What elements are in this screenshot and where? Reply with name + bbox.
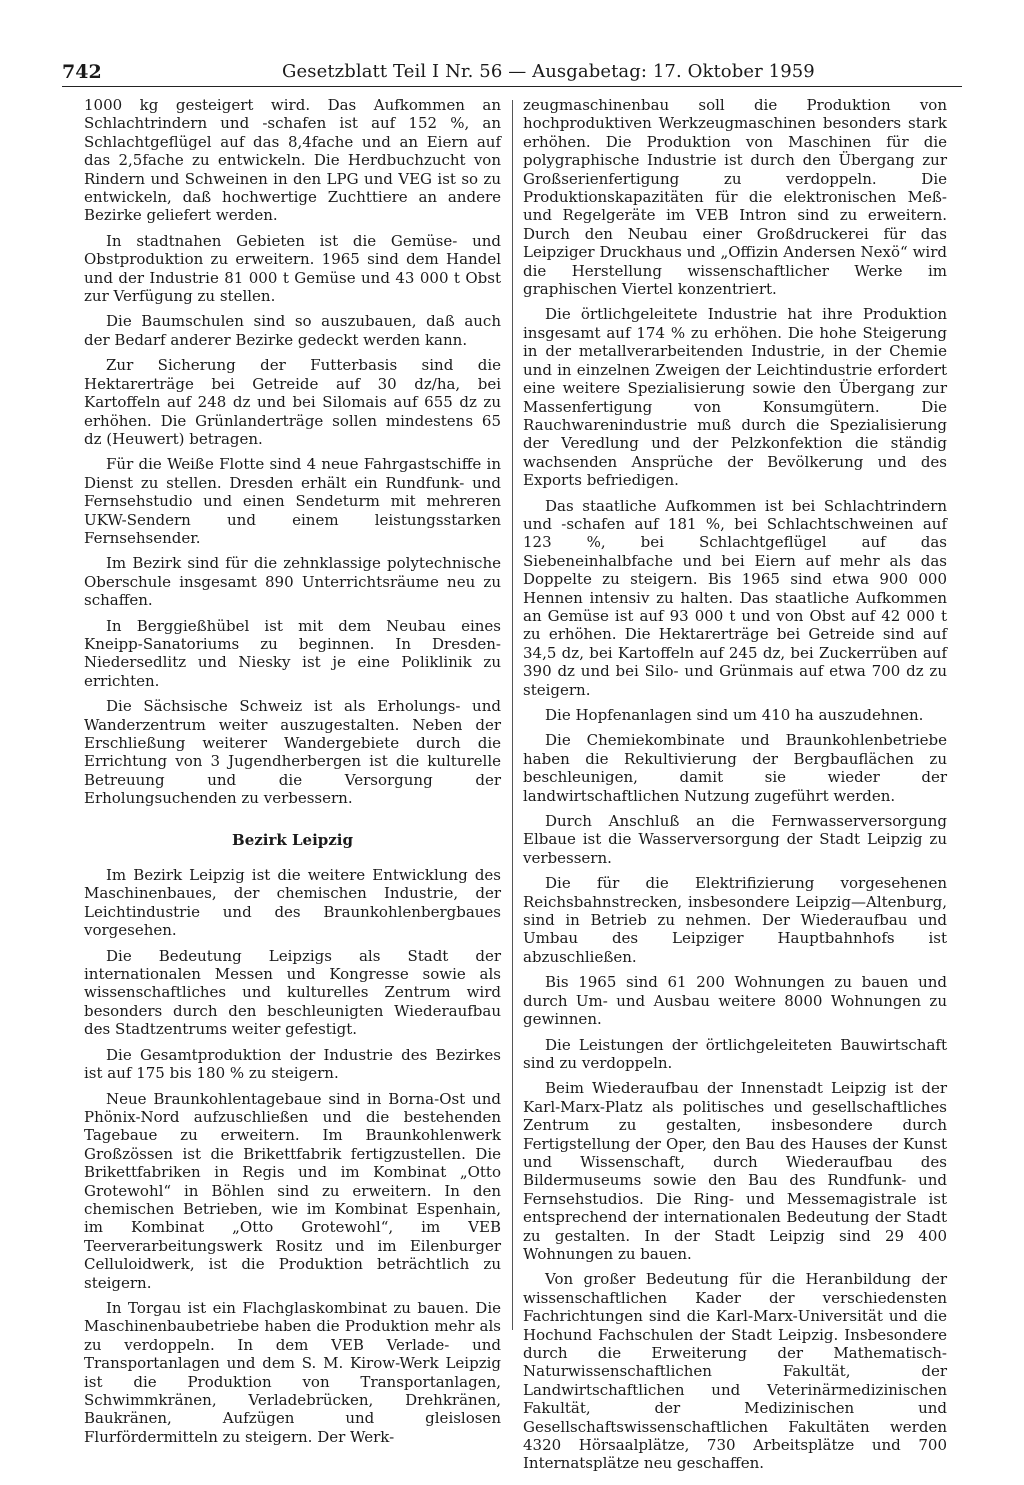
paragraph: Zur Sicherung der Futterbasis sind die Hektarerträge bei Getreide auf 30 dz/ha, bei Kartoffeln auf 248 dz und bei Silomais auf 655 dz zu erhöhen. Die Grünlanderträge sollen mindestens 65 dz (Heuwert) betragen. bbox=[84, 356, 501, 448]
paragraph: Im Bezirk Leipzig ist die weitere Entwicklung des Maschinenbaues, der chemischen Industrie, der Leichtindustrie und des Braunkohlenbergbaues vorgesehen. bbox=[84, 866, 501, 940]
paragraph: Die örtlichgeleitete Industrie hat ihre Produktion insgesamt auf 174 % zu erhöhen. Die hohe Steigerung in der metallverarbeitenden Industrie, in der Chemie und in einzelnen Zweigen der Leichtindustrie erfordert eine weitere Spezialisierung sowie den Übergang zur Massenfertigung von Konsumgütern. Die Rauchwarenindustrie muß durch die Spezialisierung der Veredlung und der Pelzkonfektion die ständig wachsenden Ansprüche der Bevölkerung und des Exports befriedigen. bbox=[523, 305, 947, 490]
paragraph: Im Bezirk sind für die zehnklassige polytechnische Oberschule insgesamt 890 Unterrichtsräume neu zu schaffen. bbox=[84, 554, 501, 610]
paragraph: Bis 1965 sind 61 200 Wohnungen zu bauen und durch Um- und Ausbau weitere 8000 Wohnungen zu gewinnen. bbox=[523, 973, 947, 1029]
paragraph: Die Bedeutung Leipzigs als Stadt der internationalen Messen und Kongresse sowie als wissenschaftliches und kulturelles Zentrum wird besonders durch den beschleunigten Wiederaufbau des Stadtzentrums weiter gefestigt. bbox=[84, 946, 501, 1039]
paragraph: Die Baumschulen sind so auszubauen, daß auch der Bedarf anderer Bezirke gedeckt werden kann. bbox=[84, 312, 501, 349]
paragraph: In Berggießhübel ist mit dem Neubau eines Kneipp-Sanatoriums zu beginnen. In Dresden-Niedersedlitz und Niesky ist je eine Poliklinik zu errichten. bbox=[84, 616, 501, 690]
paragraph: In Torgau ist ein Flachglaskombinat zu bauen. Die Maschinenbaubetriebe haben die Produktion mehr als zu verdoppeln. In dem VEB Verlade- und Transportanlagen und dem S. M. Kirow-Werk Leipzig ist die Produktion von Transportanlagen, Schwimmkränen, Verladebrücken, Drehkränen, Baukränen, Aufzügen und gleislosen Flurfördermitteln zu steigern. Der Werk- bbox=[84, 1298, 501, 1446]
left-column bbox=[84, 96, 501, 1453]
section-heading: Bezirk Leipzig bbox=[232, 830, 353, 849]
right-column bbox=[523, 96, 947, 1480]
paragraph: Die Sächsische Schweiz ist als Erholungs- und Wanderzentrum weiter auszugestalten. Neben der Erschließung weiterer Wandergebiete durch die Errichtung von 3 Jugendherbergen ist die kulturelle Betreuung und die Versorgung der Erholungsuchenden zu verbessern. bbox=[84, 697, 501, 808]
publication-title: Gesetzblatt Teil I Nr. 56 — Ausgabetag: 17. Oktober 1959 bbox=[282, 61, 815, 82]
paragraph: Neue Braunkohlentagebaue sind in Borna-Ost und Phönix-Nord aufzuschließen und die bestehenden Tagebaue zu erweitern. Im Braunkohlenwerk Großzössen ist die Brikettfabrik fertigzustellen. Die Brikettfabriken in Regis und im Kombinat „Otto Grotewohl“ in Böhlen sind zu erweitern. In den chemischen Betrieben, wie im Kombinat Espenhain, im Kombinat „Otto Grotewohl“, im VEB Teerverarbeitungswerk Rositz und im Eilenburger Celluloidwerk, ist die Produktion beträchtlich zu steigern. bbox=[84, 1089, 501, 1292]
paragraph: Von großer Bedeutung für die Heranbildung der wissenschaftlichen Kader der verschiedensten Fachrichtungen sind die Karl-Marx-Universität und die Hochund Fachschulen der Stadt Leipzig. Insbesondere durch die Erweiterung der Mathematisch-Naturwissenschaftlichen Fakultät, der Landwirtschaftlichen und Veterinärmedizinischen Fakultät, der Medizinischen und Gesellschaftswissenschaftlichen Fakultäten werden 4320 Hörsaalplätze, 730 Arbeitsplätze und 700 Internatsplätze neu geschaffen. bbox=[523, 1270, 947, 1473]
paragraph: Die Gesamtproduktion der Industrie des Bezirkes ist auf 175 bis 180 % zu steigern. bbox=[84, 1045, 501, 1083]
paragraph: Beim Wiederaufbau der Innenstadt Leipzig ist der Karl-Marx-Platz als politisches und gesellschaftliches Zentrum zu gestalten, insbesondere durch Fertigstellung der Oper, den Bau des Hauses der Kunst und Wissenschaft, durch Wiederaufbau des Bildermuseums sowie den Bau des Rundfunk- und Fernsehstudios. Die Ring- und Messemagistrale ist entsprechend der internationalen Bedeutung der Stadt zu gestalten. In der Stadt Leipzig sind 29 400 Wohnungen zu bauen. bbox=[523, 1079, 947, 1263]
paragraph: Die für die Elektrifizierung vorgesehenen Reichsbahnstrecken, insbesondere Leipzig—Altenburg, sind in Betrieb zu nehmen. Der Wiederaufbau und Umbau des Leipziger Hauptbahnhofs ist abzuschließen. bbox=[523, 874, 947, 966]
page-header bbox=[62, 60, 962, 87]
paragraph: Die Leistungen der örtlichgeleiteten Bauwirtschaft sind zu verdoppeln. bbox=[523, 1035, 947, 1072]
paragraph: 1000 kg gesteigert wird. Das Aufkommen an Schlachtrindern und -schafen ist auf 152 %, an Schlachtgeflügel auf das 8,4fache und an Eiern auf das 2,5fache zu entwickeln. Die Herdbuchzucht von Rindern und Schweinen in den LPG und VEG ist so zu entwickeln, daß hochwertige Zuchttiere an andere Bezirke geliefert werden. bbox=[84, 96, 501, 225]
paragraph: zeugmaschinenbau soll die Produktion von hochproduktiven Werkzeugmaschinen besonders stark erhöhen. Die Produktion von Maschinen für die polygraphische Industrie ist durch den Übergang zur Großserienfertigung zu verdoppeln. Die Produktionskapazitäten für die elektronischen Meß- und Regelgeräte im VEB Intron sind zu erweitern. Durch den Neubau einer Großdruckerei für das Leipziger Druckhaus und „Offizin Andersen Nexö“ wird die Herstellung wissenschaftlicher Werke im graphischen Viertel konzentriert. bbox=[523, 96, 947, 299]
column-divider bbox=[512, 100, 513, 1330]
paragraph: Die Hopfenanlagen sind um 410 ha auszudehnen. bbox=[545, 706, 924, 724]
paragraph: In stadtnahen Gebieten ist die Gemüse- und Obstproduktion zu erweitern. 1965 sind dem Handel und der Industrie 81 000 t Gemüse und 43 000 t Obst zur Verfügung zu stellen. bbox=[84, 231, 501, 306]
paragraph: Das staatliche Aufkommen ist bei Schlachtrindern und -schafen auf 181 %, bei Schlachtschweinen auf 123 %, bei Schlachtgeflügel auf das Siebeneinhalbfache und bei Eiern auf mehr als das Doppelte zu steigern. Bis 1965 sind etwa 900 000 Hennen intensiv zu halten. Das staatliche Aufkommen an Gemüse ist auf 93 000 t und von Obst auf 42 000 t zu erhöhen. Die Hektarerträge bei Getreide sind auf 34,5 dz, bei Kartoffeln auf 245 dz, bei Zuckerrüben auf 390 dz und bei Silo- und Grünmais auf etwa 700 dz zu steigern. bbox=[523, 496, 947, 699]
paragraph: Für die Weiße Flotte sind 4 neue Fahrgastschiffe in Dienst zu stellen. Dresden erhält ein Rundfunk- und Fernsehstudio und einen Sendeturm mit mehreren UKW-Sendern und einem leistungsstarken Fernsehsender. bbox=[84, 455, 501, 547]
paragraph: Die Chemiekombinate und Braunkohlenbetriebe haben die Rekultivierung der Bergbauflächen zu beschleunigen, damit sie wieder der landwirtschaftlichen Nutzung zugeführt werden. bbox=[523, 731, 947, 805]
paragraph: Durch Anschluß an die Fernwasserversorgung Elbaue ist die Wasserversorgung der Stadt Leipzig zu verbessern. bbox=[523, 812, 947, 867]
page-number: 742 bbox=[62, 61, 102, 83]
